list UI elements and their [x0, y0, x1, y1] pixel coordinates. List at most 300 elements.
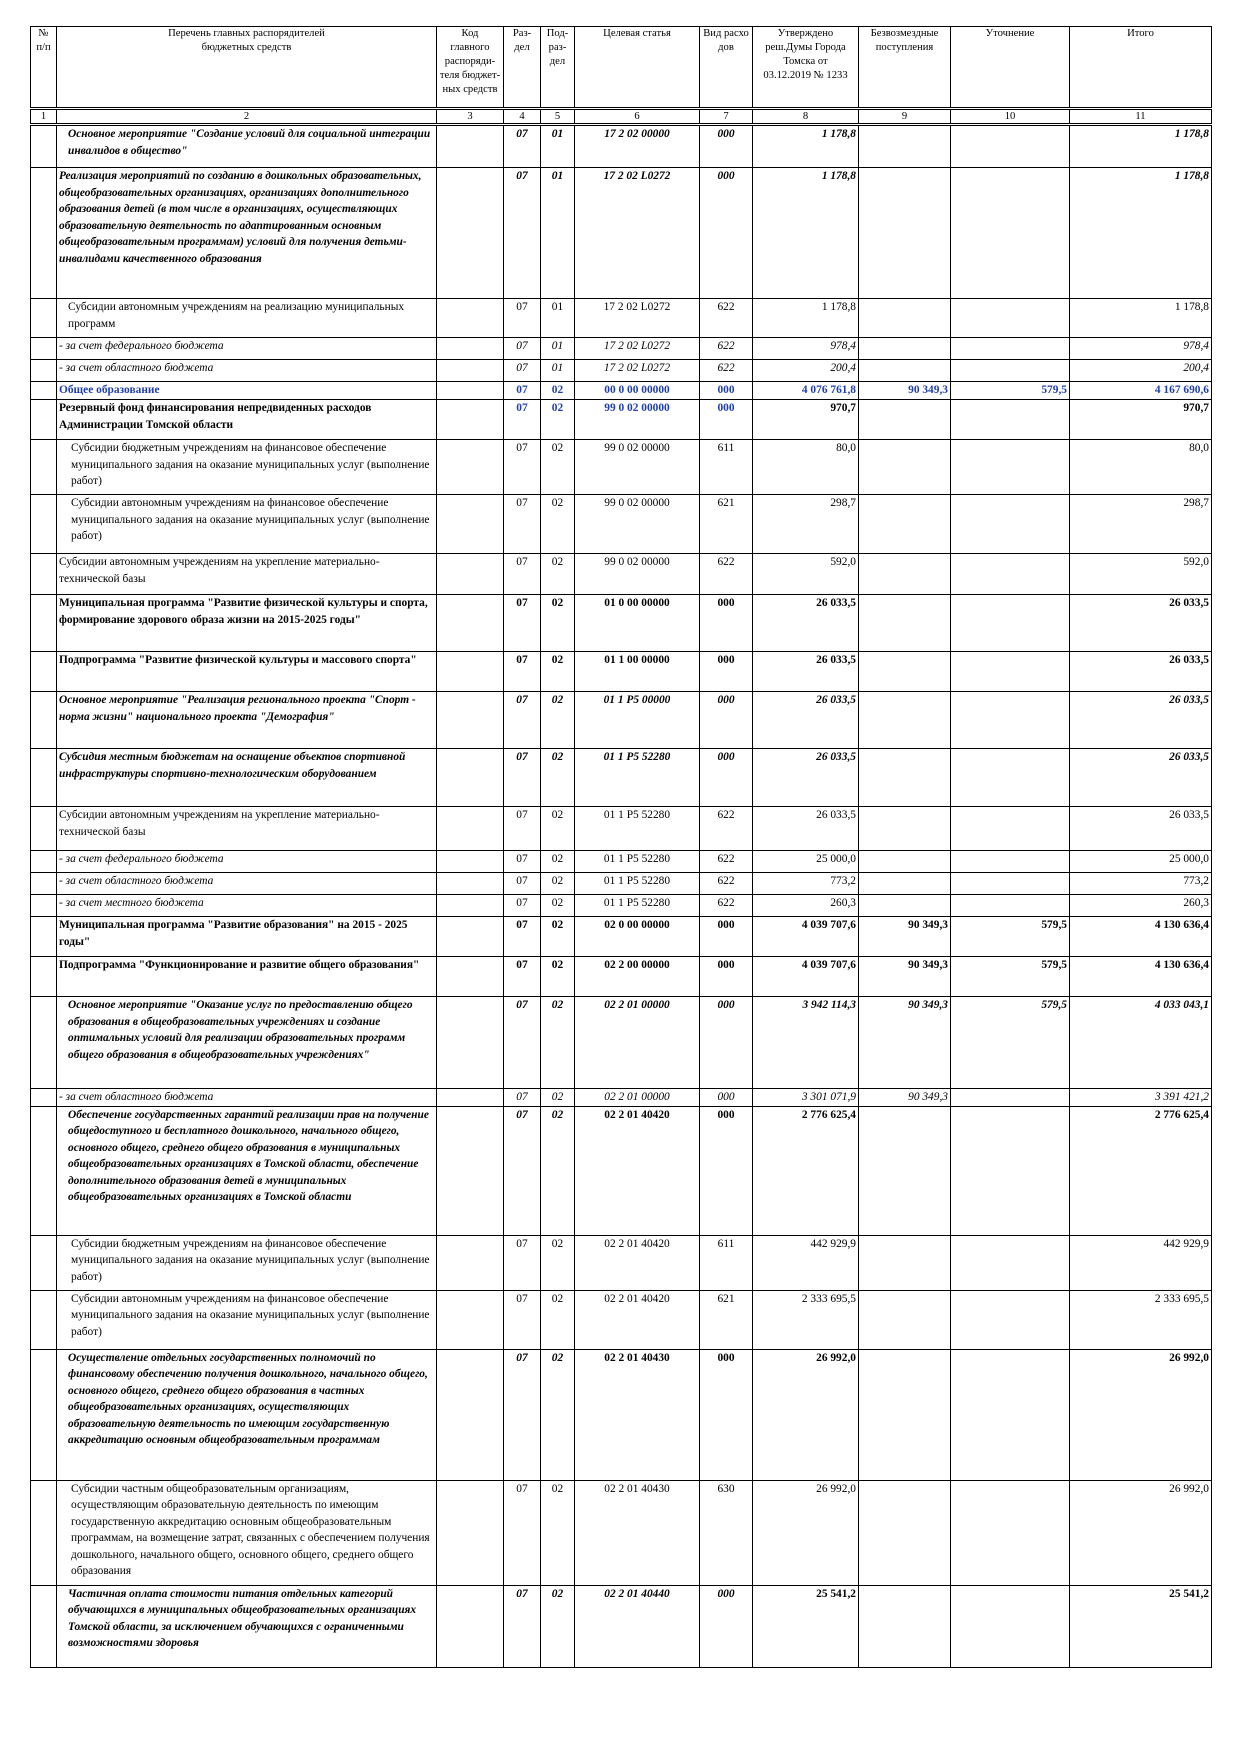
table-row [31, 495, 1212, 554]
row-num [31, 1089, 57, 1107]
row-clarify [951, 495, 1070, 554]
row-total: 970,7 [1070, 400, 1212, 440]
budget-table [30, 26, 1212, 1668]
row-num [31, 895, 57, 917]
row-total: 1 178,8 [1070, 125, 1212, 168]
row-podrazdel: 02 [541, 1089, 575, 1107]
row-target: 01 1 P5 52280 [575, 807, 700, 851]
row-vid: 000 [700, 692, 753, 749]
row-clarify [951, 1480, 1070, 1585]
row-vid: 611 [700, 440, 753, 495]
column-number: 6 [575, 109, 700, 125]
row-num [31, 1290, 57, 1349]
row-podrazdel: 02 [541, 917, 575, 957]
row-target: 02 2 01 00000 [575, 997, 700, 1089]
row-clarify [951, 360, 1070, 382]
row-code [437, 851, 504, 873]
row-code [437, 360, 504, 382]
table-row [31, 692, 1212, 749]
row-podrazdel: 02 [541, 873, 575, 895]
row-approved: 26 033,5 [753, 595, 859, 652]
row-razdel: 07 [504, 1106, 541, 1235]
row-total: 4 130 636,4 [1070, 917, 1212, 957]
row-code [437, 692, 504, 749]
row-vid: 000 [700, 1106, 753, 1235]
row-approved: 26 033,5 [753, 749, 859, 807]
row-target: 99 0 02 00000 [575, 400, 700, 440]
row-free [859, 360, 951, 382]
row-free: 90 349,3 [859, 957, 951, 997]
row-podrazdel: 01 [541, 360, 575, 382]
row-target: 02 0 00 00000 [575, 917, 700, 957]
row-razdel: 07 [504, 595, 541, 652]
column-number-row [31, 109, 1212, 125]
row-code [437, 917, 504, 957]
row-podrazdel: 02 [541, 400, 575, 440]
row-name: - за счет федерального бюджета [57, 851, 437, 873]
row-target: 01 1 P5 00000 [575, 692, 700, 749]
row-approved: 26 033,5 [753, 692, 859, 749]
row-target: 02 2 01 40420 [575, 1290, 700, 1349]
row-total: 298,7 [1070, 495, 1212, 554]
row-target: 99 0 02 00000 [575, 554, 700, 595]
row-code [437, 1106, 504, 1235]
row-vid: 000 [700, 917, 753, 957]
table-row [31, 382, 1212, 400]
table-row [31, 400, 1212, 440]
row-target: 02 2 01 40430 [575, 1349, 700, 1480]
header-row [31, 27, 1212, 109]
row-clarify [951, 807, 1070, 851]
row-code [437, 1290, 504, 1349]
row-podrazdel: 02 [541, 851, 575, 873]
row-clarify [951, 1089, 1070, 1107]
row-vid: 622 [700, 895, 753, 917]
row-num [31, 1480, 57, 1585]
header-razdel: Раз- дел [504, 27, 541, 109]
row-clarify [951, 851, 1070, 873]
row-razdel: 07 [504, 168, 541, 299]
row-num [31, 1585, 57, 1667]
row-free [859, 554, 951, 595]
row-clarify [951, 595, 1070, 652]
row-razdel: 07 [504, 749, 541, 807]
row-razdel: 07 [504, 873, 541, 895]
row-vid: 000 [700, 749, 753, 807]
row-total: 200,4 [1070, 360, 1212, 382]
row-podrazdel: 02 [541, 749, 575, 807]
row-free [859, 168, 951, 299]
row-razdel: 07 [504, 895, 541, 917]
row-target: 00 0 00 00000 [575, 382, 700, 400]
row-podrazdel: 02 [541, 692, 575, 749]
row-target: 17 2 02 L0272 [575, 168, 700, 299]
table-row [31, 997, 1212, 1089]
row-target: 17 2 02 L0272 [575, 360, 700, 382]
row-clarify [951, 1585, 1070, 1667]
row-total: 2 333 695,5 [1070, 1290, 1212, 1349]
row-code [437, 595, 504, 652]
row-name: Субсидии бюджетным учреждениям на финансовое обеспечение муниципального задания на оказание муниципальных услуг (выполнение работ) [57, 440, 437, 495]
row-clarify [951, 873, 1070, 895]
row-free [859, 1290, 951, 1349]
row-total: 26 992,0 [1070, 1349, 1212, 1480]
row-code [437, 652, 504, 692]
row-clarify [951, 125, 1070, 168]
row-code [437, 1235, 504, 1290]
column-number: 1 [31, 109, 57, 125]
row-razdel: 07 [504, 554, 541, 595]
row-target: 01 1 P5 52280 [575, 895, 700, 917]
row-total: 3 391 421,2 [1070, 1089, 1212, 1107]
row-name: - за счет областного бюджета [57, 360, 437, 382]
row-clarify [951, 749, 1070, 807]
row-code [437, 873, 504, 895]
row-vid: 000 [700, 997, 753, 1089]
row-num [31, 917, 57, 957]
row-free: 90 349,3 [859, 1089, 951, 1107]
row-free [859, 652, 951, 692]
row-name: Общее образование [57, 382, 437, 400]
row-razdel: 07 [504, 1290, 541, 1349]
row-num [31, 807, 57, 851]
table-row [31, 360, 1212, 382]
row-total: 4 167 690,6 [1070, 382, 1212, 400]
row-razdel: 07 [504, 1089, 541, 1107]
table-row [31, 1585, 1212, 1667]
column-number: 2 [57, 109, 437, 125]
row-approved: 2 776 625,4 [753, 1106, 859, 1235]
row-num [31, 749, 57, 807]
row-clarify [951, 1349, 1070, 1480]
row-podrazdel: 02 [541, 652, 575, 692]
row-vid: 611 [700, 1235, 753, 1290]
table-row [31, 917, 1212, 957]
row-name: Субсидии автономным учреждениям на укрепление материально-технической базы [57, 554, 437, 595]
header-vid: Вид расхо дов [700, 27, 753, 109]
row-total: 26 033,5 [1070, 652, 1212, 692]
row-vid: 000 [700, 652, 753, 692]
table-row [31, 595, 1212, 652]
row-total: 26 033,5 [1070, 595, 1212, 652]
row-name: Субсидии частным общеобразовательным организациям, осуществляющим образовательную деятельность по имеющим государственную аккредитацию основным общеобразовательным программам, на возмещение затрат, связанных с обеспечением получения дошкольного, начального общего, основного общего, среднего общего образования [57, 1480, 437, 1585]
row-approved: 978,4 [753, 338, 859, 360]
row-free [859, 749, 951, 807]
row-num [31, 1106, 57, 1235]
row-total: 26 033,5 [1070, 807, 1212, 851]
row-total: 592,0 [1070, 554, 1212, 595]
column-number: 4 [504, 109, 541, 125]
row-vid: 622 [700, 338, 753, 360]
row-code [437, 125, 504, 168]
row-clarify [951, 338, 1070, 360]
row-razdel: 07 [504, 338, 541, 360]
row-clarify [951, 1290, 1070, 1349]
row-code [437, 895, 504, 917]
row-vid: 622 [700, 554, 753, 595]
row-free [859, 807, 951, 851]
row-num [31, 299, 57, 338]
row-clarify: 579,5 [951, 382, 1070, 400]
row-name: Основное мероприятие "Реализация регионального проекта "Спорт - норма жизни" национального проекта "Демография" [57, 692, 437, 749]
table-row [31, 168, 1212, 299]
column-number: 10 [951, 109, 1070, 125]
table-row [31, 1290, 1212, 1349]
table-row [31, 749, 1212, 807]
table-row [31, 554, 1212, 595]
row-total: 773,2 [1070, 873, 1212, 895]
row-razdel: 07 [504, 851, 541, 873]
table-row [31, 1106, 1212, 1235]
row-vid: 622 [700, 807, 753, 851]
row-total: 25 541,2 [1070, 1585, 1212, 1667]
row-code [437, 400, 504, 440]
row-podrazdel: 02 [541, 595, 575, 652]
table-row [31, 125, 1212, 168]
row-num [31, 652, 57, 692]
row-podrazdel: 02 [541, 1235, 575, 1290]
row-name: Субсидии автономным учреждениям на финансовое обеспечение муниципального задания на оказание муниципальных услуг (выполнение работ) [57, 1290, 437, 1349]
row-name: Субсидии автономным учреждениям на укрепление материально-технической базы [57, 807, 437, 851]
row-free [859, 338, 951, 360]
row-name: Субсидия местным бюджетам на оснащение объектов спортивной инфраструктуры спортивно-технологическим оборудованием [57, 749, 437, 807]
row-vid: 630 [700, 1480, 753, 1585]
row-num [31, 338, 57, 360]
row-podrazdel: 01 [541, 168, 575, 299]
row-name: Субсидии автономным учреждениям на реализацию муниципальных программ [57, 299, 437, 338]
row-approved: 25 000,0 [753, 851, 859, 873]
row-num [31, 692, 57, 749]
row-free [859, 895, 951, 917]
row-clarify [951, 1106, 1070, 1235]
row-razdel: 07 [504, 1349, 541, 1480]
row-vid: 000 [700, 1089, 753, 1107]
row-code [437, 299, 504, 338]
row-code [437, 807, 504, 851]
row-clarify: 579,5 [951, 997, 1070, 1089]
row-num [31, 125, 57, 168]
header-num: № п/п [31, 27, 57, 109]
row-vid: 622 [700, 299, 753, 338]
row-num [31, 595, 57, 652]
row-name: Резервный фонд финансирования непредвиденных расходов Администрации Томской области [57, 400, 437, 440]
row-free [859, 1106, 951, 1235]
header-code: Код главного распоряди- теля бюджет- ных средств [437, 27, 504, 109]
row-code [437, 554, 504, 595]
row-razdel: 07 [504, 997, 541, 1089]
row-clarify [951, 400, 1070, 440]
row-target: 17 2 02 00000 [575, 125, 700, 168]
row-name: Частичная оплата стоимости питания отдельных категорий обучающихся в муниципальных общеобразовательных организациях Томской области, за исключением обучающихся с ограниченными возможностями здоровья [57, 1585, 437, 1667]
row-approved: 200,4 [753, 360, 859, 382]
row-total: 2 776 625,4 [1070, 1106, 1212, 1235]
row-total: 26 992,0 [1070, 1480, 1212, 1585]
row-target: 17 2 02 L0272 [575, 338, 700, 360]
row-approved: 1 178,8 [753, 299, 859, 338]
column-number: 8 [753, 109, 859, 125]
header-approved: Утверждено реш.Думы Города Томска от 03.12.2019 № 1233 [753, 27, 859, 109]
row-clarify [951, 168, 1070, 299]
row-name: - за счет федерального бюджета [57, 338, 437, 360]
row-free [859, 692, 951, 749]
row-approved: 4 076 761,8 [753, 382, 859, 400]
row-podrazdel: 02 [541, 554, 575, 595]
row-name: - за счет местного бюджета [57, 895, 437, 917]
row-total: 80,0 [1070, 440, 1212, 495]
header-podrazdel: Под- раз- дел [541, 27, 575, 109]
column-number: 9 [859, 109, 951, 125]
row-code [437, 168, 504, 299]
row-free [859, 1349, 951, 1480]
row-approved: 592,0 [753, 554, 859, 595]
row-vid: 622 [700, 360, 753, 382]
row-code [437, 957, 504, 997]
row-approved: 26 033,5 [753, 652, 859, 692]
table-row [31, 957, 1212, 997]
row-free [859, 873, 951, 895]
row-approved: 4 039 707,6 [753, 957, 859, 997]
row-razdel: 07 [504, 360, 541, 382]
row-code [437, 1089, 504, 1107]
row-num [31, 957, 57, 997]
row-vid: 000 [700, 168, 753, 299]
row-approved: 260,3 [753, 895, 859, 917]
row-razdel: 07 [504, 652, 541, 692]
row-free [859, 595, 951, 652]
row-podrazdel: 02 [541, 495, 575, 554]
row-target: 02 2 01 40420 [575, 1106, 700, 1235]
row-target: 02 2 01 40440 [575, 1585, 700, 1667]
row-podrazdel: 02 [541, 1349, 575, 1480]
row-code [437, 382, 504, 400]
row-free [859, 440, 951, 495]
row-free: 90 349,3 [859, 917, 951, 957]
row-num [31, 495, 57, 554]
row-vid: 000 [700, 400, 753, 440]
row-code [437, 495, 504, 554]
row-approved: 1 178,8 [753, 125, 859, 168]
row-clarify [951, 440, 1070, 495]
table-row [31, 1349, 1212, 1480]
row-approved: 3 301 071,9 [753, 1089, 859, 1107]
row-approved: 26 033,5 [753, 807, 859, 851]
row-free [859, 1585, 951, 1667]
row-razdel: 07 [504, 400, 541, 440]
row-target: 02 2 00 00000 [575, 957, 700, 997]
row-num [31, 873, 57, 895]
column-number: 3 [437, 109, 504, 125]
row-approved: 298,7 [753, 495, 859, 554]
row-razdel: 07 [504, 299, 541, 338]
row-free [859, 1480, 951, 1585]
row-num [31, 554, 57, 595]
row-name: Обеспечение государственных гарантий реализации прав на получение общедоступного и бесплатного дошкольного, начального общего, основного общего, среднего общего образования в муниципальных общеобразовательных организациях в Томской области, обеспечение дополнительного образования детей в муниципальных общеобразовательных организациях в Томской области [57, 1106, 437, 1235]
row-target: 99 0 02 00000 [575, 495, 700, 554]
row-name: Подпрограмма "Развитие физической культуры и массового спорта" [57, 652, 437, 692]
row-podrazdel: 01 [541, 125, 575, 168]
row-approved: 970,7 [753, 400, 859, 440]
row-approved: 26 992,0 [753, 1349, 859, 1480]
table-row [31, 1089, 1212, 1107]
row-num [31, 851, 57, 873]
row-approved: 773,2 [753, 873, 859, 895]
row-num [31, 1235, 57, 1290]
row-razdel: 07 [504, 957, 541, 997]
row-name: Основное мероприятие "Создание условий для социальной интеграции инвалидов в общество" [57, 125, 437, 168]
row-num [31, 400, 57, 440]
row-target: 02 2 01 40430 [575, 1480, 700, 1585]
row-target: 01 1 P5 52280 [575, 873, 700, 895]
row-total: 4 033 043,1 [1070, 997, 1212, 1089]
row-name: Субсидии бюджетным учреждениям на финансовое обеспечение муниципального задания на оказание муниципальных услуг (выполнение работ) [57, 1235, 437, 1290]
row-total: 26 033,5 [1070, 749, 1212, 807]
row-vid: 000 [700, 1585, 753, 1667]
row-podrazdel: 02 [541, 997, 575, 1089]
row-code [437, 997, 504, 1089]
row-target: 01 1 P5 52280 [575, 851, 700, 873]
row-clarify [951, 692, 1070, 749]
header-target: Целевая статья [575, 27, 700, 109]
row-total: 1 178,8 [1070, 299, 1212, 338]
row-name: Муниципальная программа "Развитие образования" на 2015 - 2025 годы" [57, 917, 437, 957]
row-code [437, 749, 504, 807]
row-num [31, 997, 57, 1089]
row-num [31, 360, 57, 382]
row-num [31, 1349, 57, 1480]
row-vid: 622 [700, 851, 753, 873]
row-vid: 621 [700, 1290, 753, 1349]
row-code [437, 1349, 504, 1480]
row-podrazdel: 02 [541, 895, 575, 917]
header-clarify: Уточнение [951, 27, 1070, 109]
row-clarify: 579,5 [951, 917, 1070, 957]
header-name: Перечень главных распорядителей бюджетных средств [57, 27, 437, 109]
row-razdel: 07 [504, 1585, 541, 1667]
table-row [31, 440, 1212, 495]
row-total: 1 178,8 [1070, 168, 1212, 299]
row-free [859, 299, 951, 338]
row-total: 4 130 636,4 [1070, 957, 1212, 997]
row-podrazdel: 01 [541, 299, 575, 338]
row-clarify [951, 299, 1070, 338]
table-row [31, 895, 1212, 917]
row-name: Субсидии автономным учреждениям на финансовое обеспечение муниципального задания на оказание муниципальных услуг (выполнение работ) [57, 495, 437, 554]
row-clarify [951, 652, 1070, 692]
table-row [31, 338, 1212, 360]
column-number: 11 [1070, 109, 1212, 125]
row-clarify [951, 1235, 1070, 1290]
row-clarify: 579,5 [951, 957, 1070, 997]
row-name: Подпрограмма "Функционирование и развитие общего образования" [57, 957, 437, 997]
row-target: 01 0 00 00000 [575, 595, 700, 652]
table-row [31, 652, 1212, 692]
table-row [31, 851, 1212, 873]
row-vid: 000 [700, 125, 753, 168]
row-code [437, 338, 504, 360]
row-razdel: 07 [504, 1235, 541, 1290]
row-approved: 26 992,0 [753, 1480, 859, 1585]
row-total: 26 033,5 [1070, 692, 1212, 749]
row-approved: 3 942 114,3 [753, 997, 859, 1089]
table-row [31, 1480, 1212, 1585]
row-podrazdel: 02 [541, 1585, 575, 1667]
row-razdel: 07 [504, 440, 541, 495]
row-name: - за счет областного бюджета [57, 873, 437, 895]
row-target: 02 2 01 40420 [575, 1235, 700, 1290]
row-free [859, 495, 951, 554]
row-free: 90 349,3 [859, 997, 951, 1089]
row-num [31, 382, 57, 400]
